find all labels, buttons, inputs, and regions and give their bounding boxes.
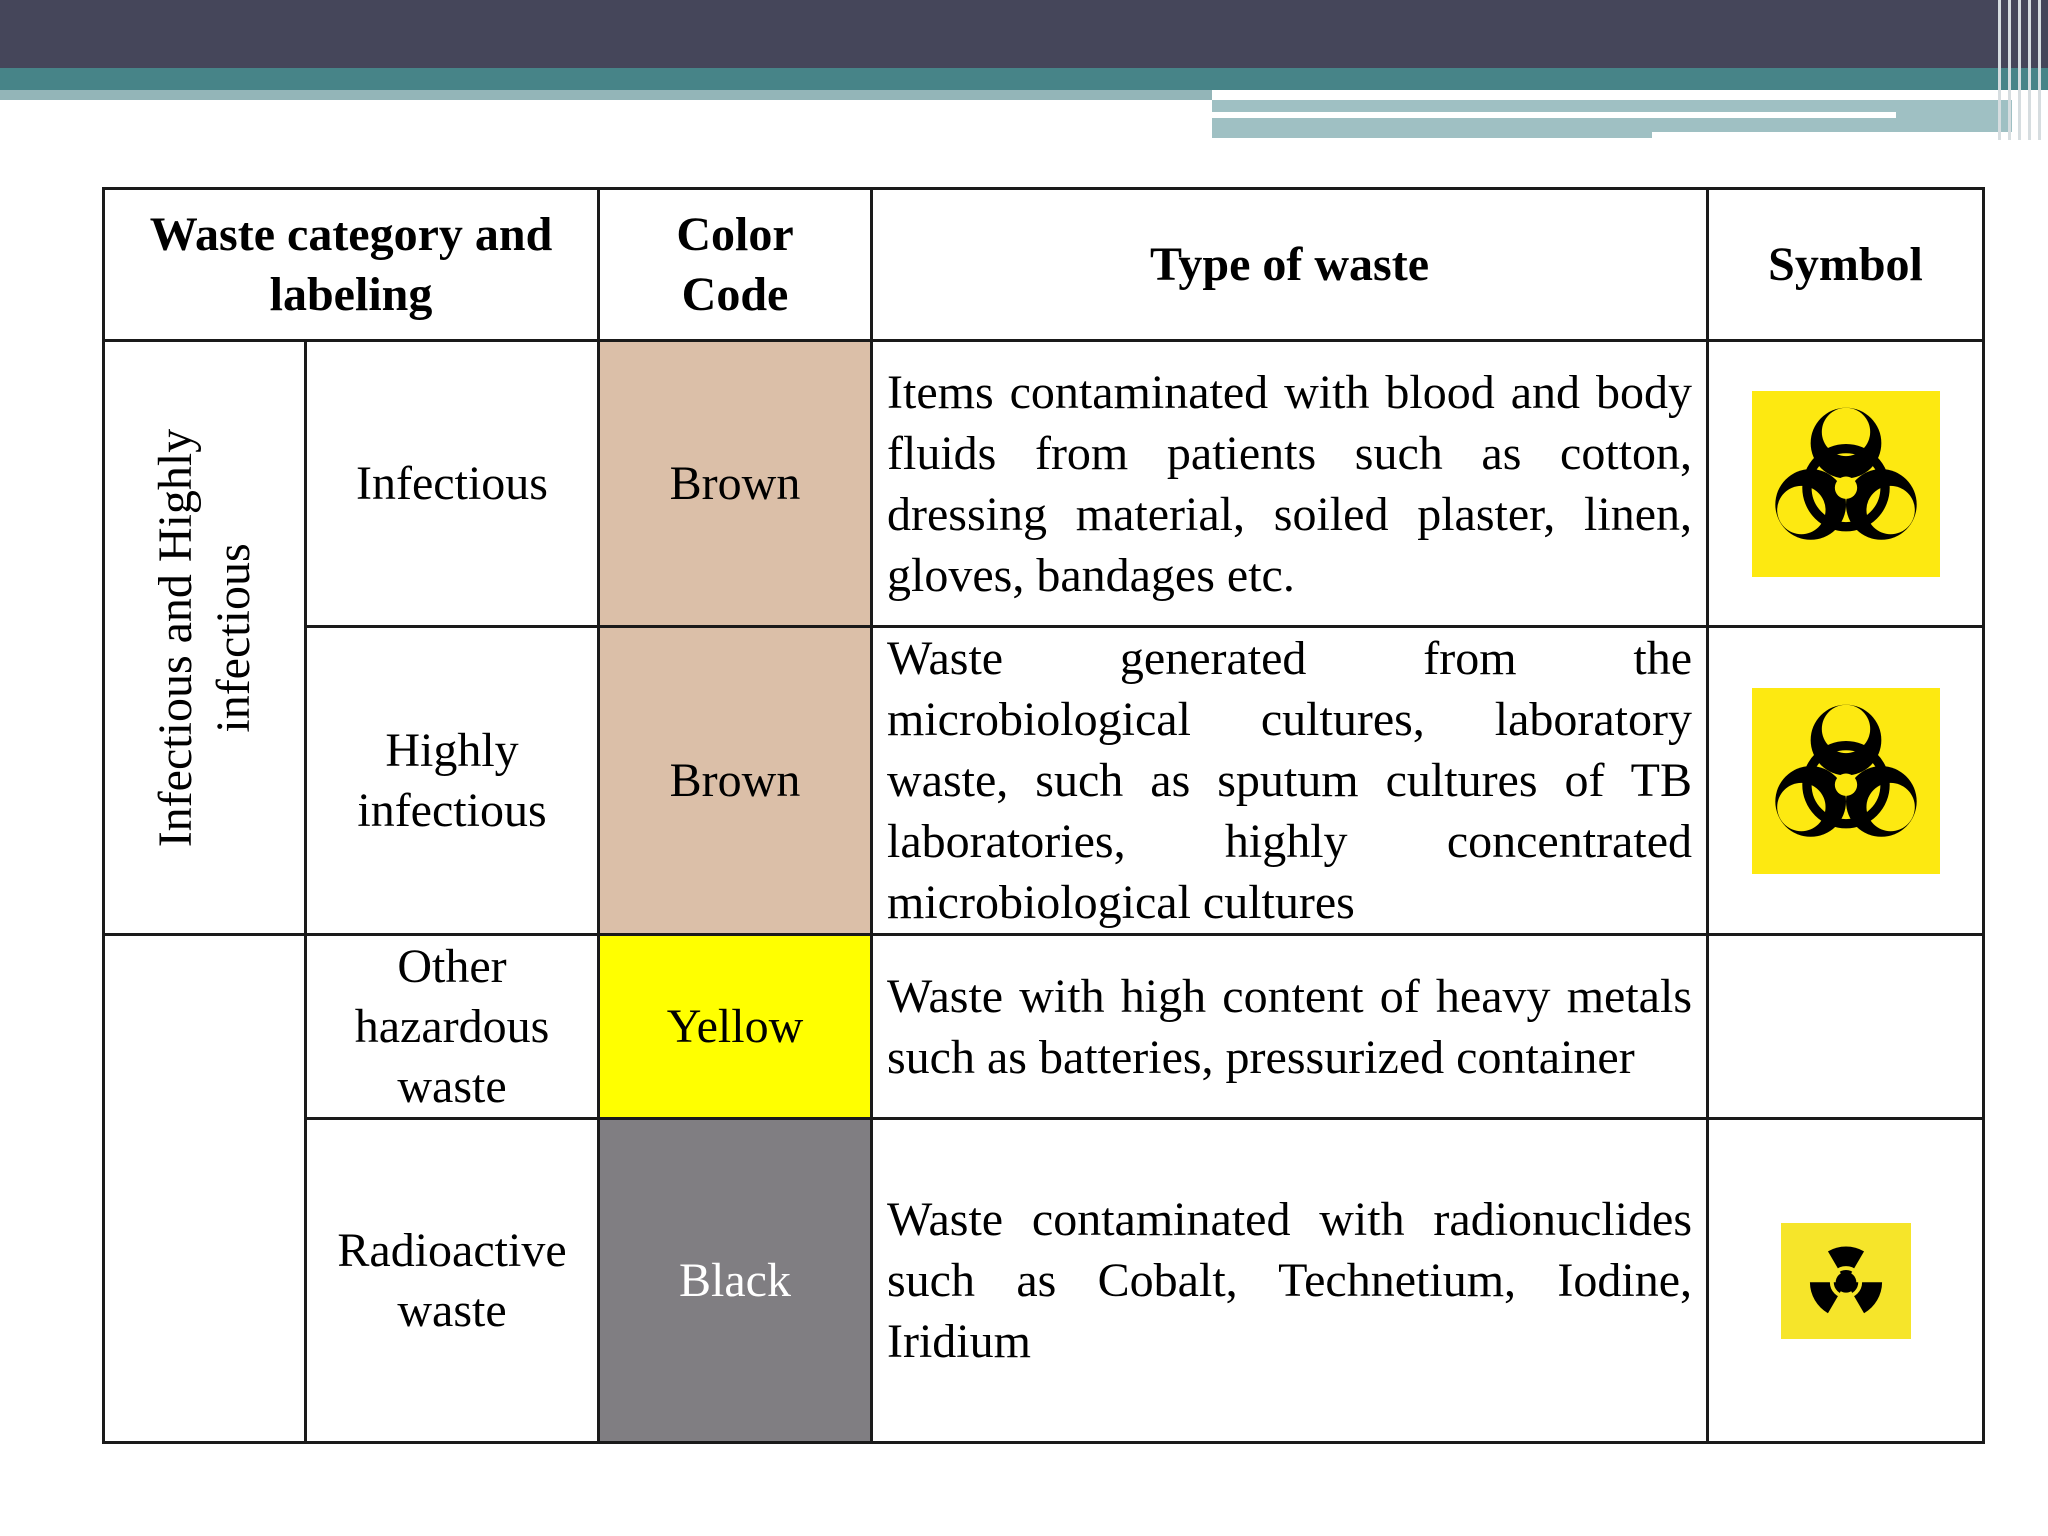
color-code-cell: Black xyxy=(599,1119,872,1443)
header-type: Type of waste xyxy=(872,189,1708,341)
header-bar-teal xyxy=(0,68,2048,90)
table-row xyxy=(104,935,1984,1119)
table-row xyxy=(104,627,1984,935)
biohazard-icon xyxy=(1752,391,1940,577)
header-color-code: Color Code xyxy=(599,189,872,341)
color-code-cell: Yellow xyxy=(599,935,872,1119)
empty-group-cell xyxy=(104,935,306,1443)
description-cell: Waste contaminated with radionuclides such as Cobalt, Technetium, Iodine, Iridium xyxy=(872,1119,1708,1443)
color-code-cell: Brown xyxy=(599,341,872,627)
waste-table xyxy=(102,187,1985,1444)
category-cell: Highly infectious xyxy=(306,627,599,935)
header-category: Waste category and labeling xyxy=(104,189,599,341)
table-header-row xyxy=(104,189,1984,341)
description-cell: Waste generated from the microbiological cultures, laboratory waste, such as sputum cultures of TB laboratories, highly concentrated microbiological cultures xyxy=(872,627,1708,935)
color-code-cell: Brown xyxy=(599,627,872,935)
symbol-cell xyxy=(1708,627,1984,935)
symbol-cell xyxy=(1708,935,1984,1119)
header-divider-line xyxy=(1212,112,1896,118)
header-symbol: Symbol xyxy=(1708,189,1984,341)
symbol-cell xyxy=(1708,1119,1984,1443)
radiation-icon xyxy=(1781,1223,1911,1339)
description-cell: Items contaminated with blood and body fluids from patients such as cotton, dressing material, soiled plaster, linen, gloves, bandages etc. xyxy=(872,341,1708,627)
table-row xyxy=(104,1119,1984,1443)
group-label: Infectious and Highly infectious xyxy=(148,428,260,847)
description-cell: Waste with high content of heavy metals such as batteries, pressurized container xyxy=(872,935,1708,1119)
category-cell: Other hazardous waste xyxy=(306,935,599,1119)
group-label-cell xyxy=(104,341,306,935)
symbol-cell xyxy=(1708,341,1984,627)
category-cell: Radioactive waste xyxy=(306,1119,599,1443)
table-row xyxy=(104,341,1984,627)
header-bar-dark xyxy=(0,0,2048,68)
header-edge-lines xyxy=(1992,0,2048,140)
biohazard-icon xyxy=(1752,688,1940,874)
header-bar-light xyxy=(0,90,1212,100)
category-cell: Infectious xyxy=(306,341,599,627)
header-divider-line-short xyxy=(1652,132,2012,138)
